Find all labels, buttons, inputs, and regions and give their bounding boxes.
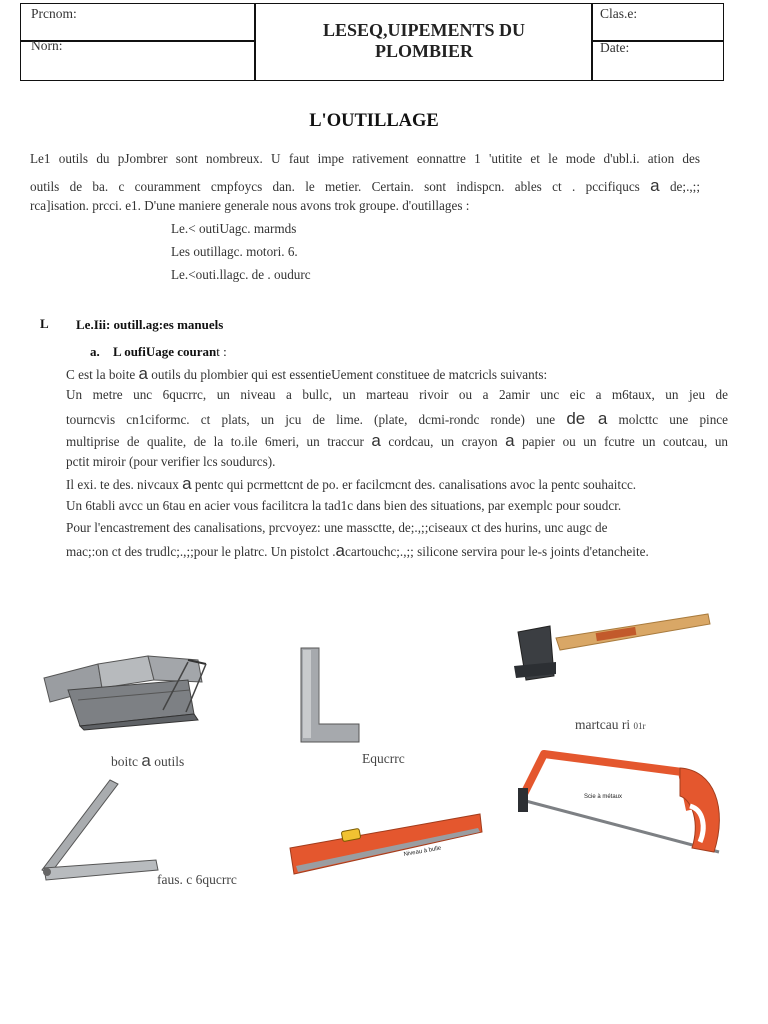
body-line-7: Un 6tabli avcc un 6tau en acier vous facilitcra la tad1c dans bien des situations, par exemplc pour soudcr. <box>66 498 622 513</box>
body-line-6 <box>66 474 636 494</box>
level-label: Niveau à bulle <box>403 845 442 858</box>
header-table <box>20 3 724 81</box>
intro-line-2 <box>30 176 700 196</box>
nom-label: Norn: <box>31 38 63 53</box>
body-line-5: pctit miroir (pour verifier lcs soudurcs). <box>66 454 276 469</box>
intro-line-3: rca]isation. prcci. e1. D'une maniere generale nous avons trok groupe. d'outillages : <box>30 198 470 213</box>
group-item-1: Le.< outiUagc. marmds <box>171 221 297 236</box>
subsection-title-text: L oufiUage couran <box>113 344 217 359</box>
toolbox-illustration <box>38 640 210 730</box>
intro-line-1: Le1 outils du pJombrer sont nombreux. U faut impe rativement eonnattre 1 'utitite et le mode d'ubl.i. ation des <box>30 151 700 166</box>
caption-square: Equcrrc <box>362 751 405 766</box>
page-title: L'OUTILLAGE <box>309 111 439 131</box>
body-line-4b: cordcau, un crayon <box>380 434 506 449</box>
caption-toolbox-a: boitc <box>111 754 142 769</box>
worksheet-title-line1: LESEQ,UIPEMENTS DU <box>322 20 526 40</box>
subsection-title-end: t : <box>216 344 227 359</box>
caption-hammer-text: martcau ri <box>575 717 631 732</box>
body-line-3-big: de a <box>566 409 608 428</box>
body-line-6-big: a <box>182 474 192 493</box>
level-illustration <box>288 808 484 876</box>
caption-toolbox-b: outils <box>150 754 185 769</box>
body-line-1b: outils du plombier qui est essentieUement constituee de matcricls suivants: <box>148 367 548 382</box>
prenom-label: Prcnom: <box>31 6 77 21</box>
square-illustration <box>299 646 361 744</box>
date-label: Date: <box>600 40 630 55</box>
intro-line-2a: outils de ba. c couramment cmpfoycs dan. le metier. Certain. sont indispcn. ables ct . pccifiqucs <box>30 179 651 194</box>
body-line-6b: pentc qui pcrmettcnt de po. er facilcmcnt des. canalisations avoc la pentc souhaitcc. <box>191 477 637 492</box>
section-number: L <box>40 316 49 331</box>
body-line-3b: molcttc une pince <box>607 412 728 427</box>
body-line-2: Un metre unc 6qucrrc, un niveau a bullc, un marteau rivoir ou a 2amir unc eic a m6taux, un jeu de <box>66 387 728 402</box>
body-line-9b: cartouchc;.,;; silicone servira pour le-s joints d'etancheite. <box>345 544 649 559</box>
body-line-4 <box>66 431 728 451</box>
body-line-3 <box>66 409 728 429</box>
worksheet-title <box>257 20 591 62</box>
body-line-3a: tourncvis cn1ciformc. ct plats, un jcu de lime. (plate, dcmi-rondc ronde) une <box>66 412 567 427</box>
caption-toolbox-big: a <box>141 751 151 770</box>
body-line-6a: Il exi. te des. nivcaux <box>66 477 183 492</box>
hammer-illustration <box>512 608 712 684</box>
caption-bevel: faus. c 6qucrrc <box>157 872 237 887</box>
body-line-9a: mac;:on ct des trudlc;.,;;pour le platrc. Un pistolct . <box>66 544 336 559</box>
body-line-9 <box>66 541 649 561</box>
group-item-2: Les outillagc. motori. 6. <box>171 244 298 259</box>
body-line-8: Pour l'encastrement des canalisations, prcvoyez: une massctte, de;.,;;ciseaux ct des hurins, unc augc de <box>66 520 608 535</box>
hacksaw-illustration <box>514 748 730 860</box>
body-line-4-big-1: a <box>371 431 381 450</box>
body-line-1a: C est la boite <box>66 367 139 382</box>
classe-label: Clas.e: <box>600 6 638 21</box>
intro-line-2-big: a <box>650 176 660 195</box>
worksheet-title-line2: PLOMBIER <box>374 41 473 61</box>
body-line-4-big-2: a <box>505 431 515 450</box>
section-title: Le.Iii: outill.ag:es manuels <box>76 317 224 332</box>
body-line-4a: multiprise de qualite, de la to.ile 6meri, un traccur <box>66 434 372 449</box>
subsection-number: a. <box>90 344 100 359</box>
bevel-illustration <box>40 776 160 886</box>
caption-hammer <box>575 717 645 733</box>
body-line-9-big: a <box>335 541 346 560</box>
caption-hammer-small: 01r <box>633 721 646 731</box>
body-line-1 <box>66 364 547 384</box>
group-item-3: Le.<outi.llagc. de . oudurc <box>171 267 311 282</box>
body-line-1-big: a <box>138 364 148 383</box>
intro-line-2b: de;.,;; <box>659 179 700 194</box>
caption-toolbox <box>111 751 184 771</box>
hacksaw-label: Scie à métaux <box>584 794 623 800</box>
body-line-4c: papier ou un fcutre un coutcau, un <box>514 434 729 449</box>
intro-paragraph <box>30 151 730 221</box>
subsection-title <box>113 344 227 360</box>
